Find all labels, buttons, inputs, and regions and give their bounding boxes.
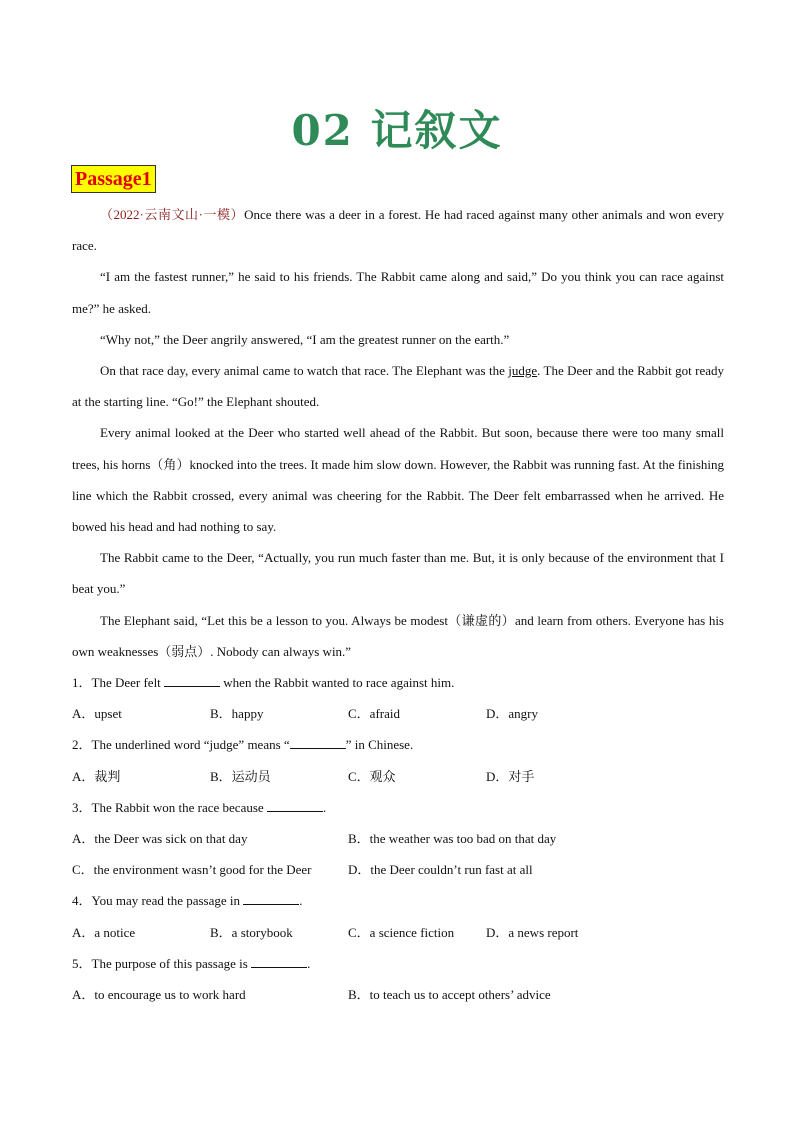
answer-blank [164,674,220,687]
option-d[interactable]: D．对手 [486,768,535,784]
paragraph-1 [72,199,724,261]
question-1 [72,667,724,698]
option-b[interactable]: B．happy [210,706,264,722]
page-title: 02 记叙文 [291,106,503,155]
option-a[interactable]: A．the Deer was sick on that day [72,831,248,847]
option-d[interactable]: D．angry [486,706,538,722]
question-3 [72,792,724,823]
paragraph-7: The Elephant said, “Let this be a lesson to you. Always be modest（谦虚的）and learn from others. Everyone has his own weaknesses（弱点）. Nobody can always win.” [72,612,724,659]
question-stem: 4．You may read the passage in [72,893,244,909]
source-tag: （2022·云南文山·一模） [100,207,245,222]
question-stem: 2．The underlined word “judge” means “ [72,737,290,753]
question-3-options-row-2 [72,854,724,885]
paragraph-6: The Rabbit came to the Deer, “Actually, you run much faster than me. But, it is only because of the environment that I beat you.” [72,550,724,597]
option-d[interactable]: D．a news report [486,924,579,940]
paragraph-3: “Why not,” the Deer angrily answered, “I am the greatest runner on the earth.” [100,331,510,347]
question-stem: 3．The Rabbit won the race because [72,799,267,815]
option-c[interactable]: C．the environment wasn’t good for the Deer [72,862,312,878]
question-stem: 5．The purpose of this passage is [72,955,252,971]
option-b[interactable]: B．to teach us to accept others’ advice [348,987,551,1003]
question-1-options [72,698,724,729]
option-c[interactable]: C．a science fiction [348,924,455,940]
question-stem: . [299,893,303,909]
paragraph-4 [72,355,724,417]
question-5-options [72,979,724,1010]
paragraph-text: Once there was a deer in a forest. He had raced against many other animals and won every race. [72,207,724,254]
paragraph-text: On that race day, every animal came to watch that race. The Elephant was the [100,363,509,379]
question-stem: when the Rabbit wanted to race against him. [220,675,455,691]
option-a[interactable]: A．to encourage us to work hard [72,987,246,1003]
question-2-options [72,761,724,792]
question-4 [72,885,724,916]
question-3-options-row-1 [72,823,724,854]
option-a[interactable]: A．a notice [72,924,136,940]
answer-blank [267,799,323,812]
option-b[interactable]: B．a storybook [210,924,293,940]
question-5 [72,948,724,979]
option-a[interactable]: A．裁判 [72,768,121,784]
option-a[interactable]: A．upset [72,706,122,722]
question-stem: . [307,955,311,971]
question-stem: ” in Chinese. [345,737,414,753]
answer-blank [290,736,346,749]
option-c[interactable]: C．观众 [348,768,396,784]
question-4-options [72,917,724,948]
passage-body [72,199,724,1010]
answer-blank [243,892,299,905]
paragraph-text: . The Deer and the Rabbit got ready at the starting line. “Go!” the Elephant shouted. [72,363,724,410]
underlined-word: judge [508,363,538,379]
option-b[interactable]: B．运动员 [210,768,271,784]
option-d[interactable]: D．the Deer couldn’t run fast at all [348,862,533,878]
passage-label: Passage1 [71,165,156,193]
paragraph-2: “I am the fastest runner,” he said to his friends. The Rabbit came along and said,” Do you think you can race against me?” he asked. [72,269,724,316]
paragraph-5: Every animal looked at the Deer who started well ahead of the Rabbit. But soon, because there were too many small trees, his horns（角）knocked into the trees. It made him slow down. However, the Rabbit was running fast. At the finishing line which the Rabbit crossed, every animal was cheering for the Rabbit. The Deer felt embarrassed when he arrived. He bowed his head and had nothing to say. [72,425,724,535]
question-stem: 1．The Deer felt [72,675,165,691]
question-stem: . [322,799,327,815]
option-c[interactable]: C．afraid [348,706,400,722]
answer-blank [251,955,307,968]
question-2 [72,729,724,760]
option-b[interactable]: B．the weather was too bad on that day [348,831,557,847]
